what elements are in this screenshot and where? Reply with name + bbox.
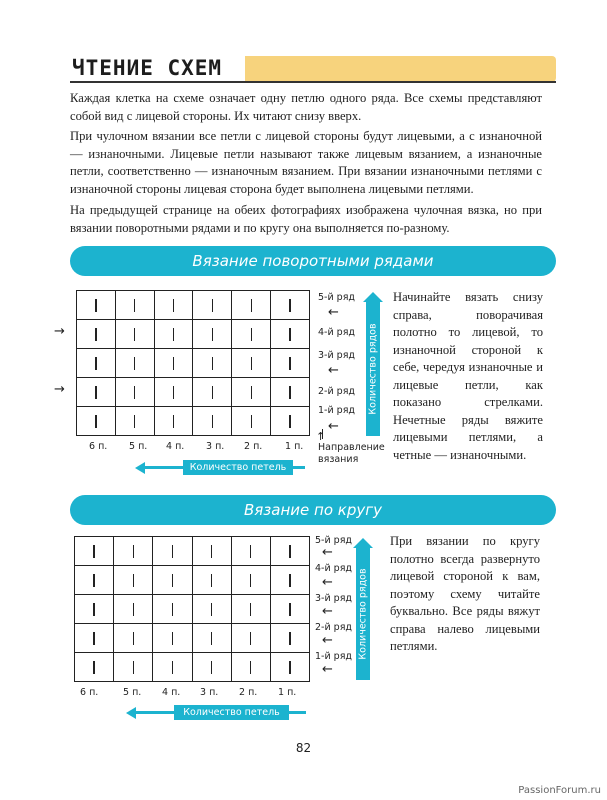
knit-stitch-icon: [95, 357, 96, 370]
grid-cell: [193, 349, 231, 377]
knit-stitch-icon: [289, 299, 290, 312]
flat-description: Начинайте вязать снизу справа, поворачивая полотно то лицевой, то изнаночной стороной к себе, чередуя изнаночные и лицевые петли, как показано стрелками. Нечетные ряды вяжите лицевыми петлями, а четные — изнаночными.: [393, 290, 543, 462]
row-direction-arrow-icon: →: [54, 324, 65, 339]
knit-stitch-icon: [95, 328, 96, 341]
grid-cell: [155, 407, 193, 435]
knit-stitch-icon: [95, 299, 96, 312]
grid-cell: [193, 566, 231, 594]
knit-stitch-icon: [172, 632, 173, 645]
column-label: 5 п.: [123, 687, 142, 698]
knit-stitch-icon: [251, 328, 252, 341]
knit-stitch-icon: [93, 545, 94, 558]
grid-cell: [232, 566, 270, 594]
intro-paragraph-3: На предыдущей странице на обеих фотографиях изображена чулочная вязка, но при вязании поворотными рядами и по кругу она выполняется по-разному.: [70, 203, 542, 235]
knit-stitch-icon: [251, 299, 252, 312]
knit-stitch-icon: [289, 574, 290, 587]
grid-cell: [232, 537, 270, 565]
stitches-axis-label: Количество петель: [183, 460, 293, 475]
grid-cell: [232, 349, 270, 377]
knit-stitch-icon: [173, 328, 174, 341]
grid-cell: [116, 407, 154, 435]
knit-stitch-icon: [172, 545, 173, 558]
grid-cell: [77, 291, 115, 319]
knit-stitch-icon: [173, 415, 174, 428]
knit-stitch-icon: [173, 357, 174, 370]
knit-stitch-icon: [211, 574, 212, 587]
grid-cell: [114, 653, 152, 681]
knit-stitch-icon: [212, 299, 213, 312]
grid-cell: [75, 595, 113, 623]
intro-paragraph-1: Каждая клетка на схеме означает одну петлю одного ряда. Все схемы представляют собой вид с лицевой стороны. Их читают снизу вверх.: [70, 91, 542, 123]
grid-cell: [271, 349, 309, 377]
knit-stitch-icon: [250, 545, 251, 558]
grid-cell: [116, 320, 154, 348]
grid-cell: [271, 407, 309, 435]
grid-cell: [232, 407, 270, 435]
intro-paragraph-2: При чулочном вязании все петли с лицевой стороны будут лицевыми, а с изнаночной — изнаночными. Лицевые петли называют также лицевым вязанием, а изнаночные петли, соответственно — изнаночным вязанием. При вязании изнаночными петлями с изнаночной стороны лицевая сторона будет выполнена лицевыми петлями.: [70, 129, 542, 196]
row-direction-arrow-icon: ←: [328, 419, 339, 434]
knit-stitch-icon: [250, 661, 251, 674]
grid-cell: [232, 595, 270, 623]
grid-cell: [153, 537, 191, 565]
grid-cell: [271, 595, 309, 623]
knit-stitch-icon: [93, 661, 94, 674]
grid-cell: [193, 624, 231, 652]
grid-cell: [193, 595, 231, 623]
grid-cell: [77, 378, 115, 406]
knit-stitch-icon: [212, 415, 213, 428]
knit-stitch-icon: [93, 574, 94, 587]
column-label: 2 п.: [239, 687, 258, 698]
page-title: ЧТЕНИЕ СХЕМ: [72, 56, 223, 80]
grid-cell: [193, 378, 231, 406]
knit-stitch-icon: [250, 632, 251, 645]
knit-stitch-icon: [289, 415, 290, 428]
rows-axis-label: Количество рядов: [357, 568, 369, 660]
column-label: 3 п.: [200, 687, 219, 698]
row-direction-arrow-icon: ←: [322, 633, 333, 648]
up-arrow-icon: [353, 538, 373, 548]
row-direction-arrow-icon: →: [54, 382, 65, 397]
round-description: При вязании по кругу полотно всегда развернуто лицевой стороной к вам, поэтому схему читайте буквально. Все ряды вяжут справа налево лицевыми петлями.: [390, 534, 540, 653]
row-direction-arrow-icon: ←: [328, 305, 339, 320]
grid-cell: [271, 653, 309, 681]
knit-stitch-icon: [211, 603, 212, 616]
rows-axis-bar: [356, 548, 370, 680]
title-underline: [70, 81, 556, 83]
page-number: 82: [295, 741, 312, 755]
row-label: 3-й ряд: [315, 593, 352, 604]
grid-cell: [153, 653, 191, 681]
grid-cell: [75, 624, 113, 652]
knit-stitch-icon: [134, 386, 135, 399]
direction-arrow-icon: ↑: [316, 430, 326, 443]
grid-cell: [271, 291, 309, 319]
knit-stitch-icon: [251, 357, 252, 370]
knit-stitch-icon: [173, 386, 174, 399]
section-banner-round: [70, 495, 556, 525]
grid-cell: [193, 320, 231, 348]
grid-cell: [271, 537, 309, 565]
grid-cell: [232, 291, 270, 319]
rows-axis-label: Количество рядов: [367, 323, 379, 415]
knit-stitch-icon: [289, 545, 290, 558]
grid-cell: [271, 566, 309, 594]
column-label: 4 п.: [162, 687, 181, 698]
knit-stitch-icon: [172, 574, 173, 587]
grid-cell: [271, 378, 309, 406]
knit-stitch-icon: [133, 661, 134, 674]
row-direction-arrow-icon: ←: [322, 662, 333, 677]
grid-cell: [114, 566, 152, 594]
column-label: 3 п.: [206, 441, 225, 452]
row-label: 4-й ряд: [315, 563, 352, 574]
knit-stitch-icon: [212, 328, 213, 341]
knit-stitch-icon: [211, 661, 212, 674]
watermark: PassionForum.ru: [518, 785, 601, 796]
knit-stitch-icon: [289, 632, 290, 645]
knit-stitch-icon: [134, 357, 135, 370]
knit-stitch-icon: [250, 574, 251, 587]
row-label: 4-й ряд: [318, 327, 355, 338]
grid-cell: [75, 537, 113, 565]
knit-stitch-icon: [211, 545, 212, 558]
grid-cell: [153, 595, 191, 623]
knit-stitch-icon: [250, 603, 251, 616]
rows-axis-bar: [366, 302, 380, 436]
column-label: 5 п.: [129, 441, 148, 452]
grid-cell: [232, 378, 270, 406]
knit-stitch-icon: [289, 328, 290, 341]
knit-stitch-icon: [211, 632, 212, 645]
knit-stitch-icon: [133, 632, 134, 645]
grid-cell: [114, 537, 152, 565]
knit-stitch-icon: [95, 386, 96, 399]
knit-stitch-icon: [95, 415, 96, 428]
knit-stitch-icon: [134, 328, 135, 341]
page-title-block: [70, 56, 556, 82]
grid-cell: [193, 291, 231, 319]
chart-grid-round: [74, 536, 310, 682]
stitches-axis-label: Количество петель: [174, 705, 289, 720]
knit-stitch-icon: [251, 415, 252, 428]
section-banner-round-label: Вязание по кругу: [243, 501, 382, 519]
grid-cell: [232, 653, 270, 681]
section-banner-flat: [70, 246, 556, 276]
column-label: 6 п.: [89, 441, 108, 452]
grid-cell: [232, 320, 270, 348]
grid-cell: [155, 320, 193, 348]
knit-stitch-icon: [212, 357, 213, 370]
grid-cell: [116, 349, 154, 377]
row-direction-arrow-icon: ←: [322, 604, 333, 619]
grid-cell: [193, 537, 231, 565]
direction-label: Направление вязания: [318, 442, 385, 465]
row-label: 2-й ряд: [318, 386, 355, 397]
grid-cell: [116, 378, 154, 406]
grid-cell: [193, 407, 231, 435]
grid-cell: [271, 624, 309, 652]
row-label: 2-й ряд: [315, 622, 352, 633]
knit-stitch-icon: [134, 299, 135, 312]
row-label: 1-й ряд: [315, 651, 352, 662]
grid-cell: [75, 566, 113, 594]
chart-grid-flat: [76, 290, 310, 436]
grid-cell: [232, 624, 270, 652]
column-label: 4 п.: [166, 441, 185, 452]
grid-cell: [155, 378, 193, 406]
left-arrow-icon: [135, 462, 145, 474]
grid-cell: [271, 320, 309, 348]
column-label: 6 п.: [80, 687, 99, 698]
grid-cell: [116, 291, 154, 319]
knit-stitch-icon: [289, 386, 290, 399]
grid-cell: [153, 624, 191, 652]
knit-stitch-icon: [172, 661, 173, 674]
grid-cell: [193, 653, 231, 681]
row-label: 3-й ряд: [318, 350, 355, 361]
knit-stitch-icon: [289, 661, 290, 674]
knit-stitch-icon: [173, 299, 174, 312]
knit-stitch-icon: [212, 386, 213, 399]
grid-cell: [114, 595, 152, 623]
grid-cell: [155, 349, 193, 377]
knit-stitch-icon: [133, 574, 134, 587]
knit-stitch-icon: [133, 603, 134, 616]
section-banner-flat-label: Вязание поворотными рядами: [192, 252, 434, 270]
row-direction-arrow-icon: ←: [322, 575, 333, 590]
grid-cell: [153, 566, 191, 594]
knit-stitch-icon: [172, 603, 173, 616]
grid-cell: [77, 320, 115, 348]
grid-cell: [77, 349, 115, 377]
grid-cell: [77, 407, 115, 435]
row-label: 5-й ряд: [318, 292, 355, 303]
knit-stitch-icon: [289, 357, 290, 370]
row-direction-arrow-icon: ←: [322, 545, 333, 560]
column-label: 1 п.: [285, 441, 304, 452]
column-label: 2 п.: [244, 441, 263, 452]
knit-stitch-icon: [93, 603, 94, 616]
knit-stitch-icon: [289, 603, 290, 616]
grid-cell: [155, 291, 193, 319]
knit-stitch-icon: [93, 632, 94, 645]
row-label: 1-й ряд: [318, 405, 355, 416]
row-label: 5-й ряд: [315, 535, 352, 546]
grid-cell: [75, 653, 113, 681]
knit-stitch-icon: [133, 545, 134, 558]
left-arrow-icon: [126, 707, 136, 719]
knit-stitch-icon: [251, 386, 252, 399]
column-label: 1 п.: [278, 687, 297, 698]
knit-stitch-icon: [134, 415, 135, 428]
row-direction-arrow-icon: ←: [328, 363, 339, 378]
up-arrow-icon: [363, 292, 383, 302]
grid-cell: [114, 624, 152, 652]
